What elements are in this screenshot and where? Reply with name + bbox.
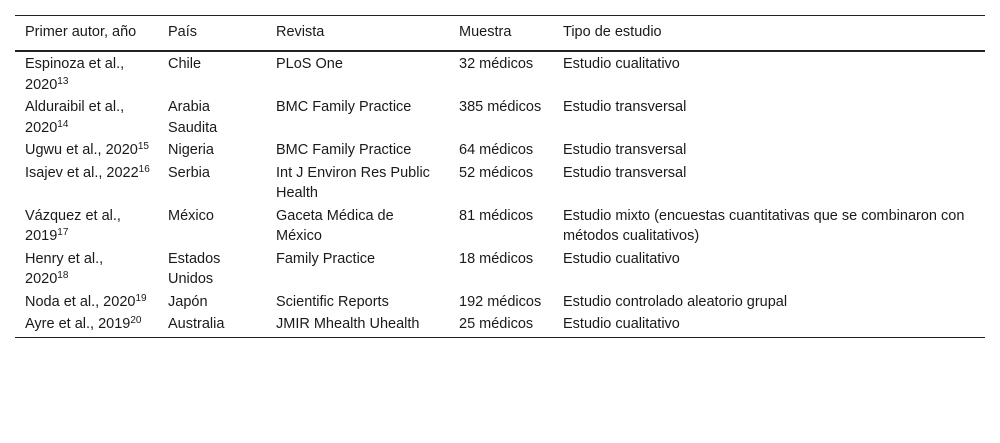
reference-number: 16 xyxy=(138,163,150,175)
reference-number: 18 xyxy=(57,270,69,281)
header-country: País xyxy=(158,16,266,52)
table-row xyxy=(15,139,985,162)
author-text: Isajev et al., 2022 xyxy=(25,164,139,181)
header-study-type: Tipo de estudio xyxy=(553,16,985,52)
author-text: Noda et al., 2020 xyxy=(25,293,136,310)
cell-country: Australia xyxy=(158,313,266,337)
cell-study-type: Estudio transversal xyxy=(563,142,687,158)
reference-number: 19 xyxy=(135,292,147,304)
author-text: Henry et al., 2020 xyxy=(25,250,104,287)
cell-sample: 64 médicos xyxy=(459,142,534,158)
cell-journal: Scientific Reports xyxy=(276,293,389,310)
studies-table xyxy=(15,15,985,338)
cell-sample: 25 médicos xyxy=(449,313,553,337)
cell-country: México xyxy=(168,207,214,224)
author-text: Vázquez et al., 2019 xyxy=(25,207,121,244)
cell-author xyxy=(15,139,158,162)
cell-study-type: Estudio cualitativo xyxy=(553,313,985,337)
table-row xyxy=(15,313,985,337)
table-row xyxy=(15,205,985,248)
cell-sample: 18 médicos xyxy=(459,250,534,267)
cell-country: Nigeria xyxy=(168,142,214,158)
table-row xyxy=(15,51,985,96)
cell-sample: 32 médicos xyxy=(459,56,534,72)
cell-author xyxy=(15,313,158,337)
cell-journal: PLoS One xyxy=(276,56,343,72)
cell-author xyxy=(15,205,158,248)
cell-study-type: Estudio transversal xyxy=(563,164,687,181)
reference-number: 15 xyxy=(137,141,149,152)
cell-journal: Int J Environ Res Public Health xyxy=(276,164,430,201)
table-row xyxy=(15,291,985,314)
cell-journal: Family Practice xyxy=(276,250,376,267)
cell-country: Estados Unidos xyxy=(168,250,221,287)
cell-journal: Gaceta Médica de México xyxy=(276,207,394,244)
table-row xyxy=(15,96,985,139)
cell-sample: 81 médicos xyxy=(459,207,534,224)
reference-number: 14 xyxy=(57,118,69,130)
author-text: Ugwu et al., 2020 xyxy=(25,142,138,158)
cell-study-type: Estudio mixto (encuestas cuantitativas que se combinaron con métodos cualitativos) xyxy=(563,207,965,244)
cell-author xyxy=(15,162,158,205)
cell-journal: JMIR Mhealth Uhealth xyxy=(266,313,449,337)
studies-table-container xyxy=(15,15,985,338)
reference-number: 13 xyxy=(57,75,69,87)
table-body xyxy=(15,51,985,337)
cell-study-type: Estudio transversal xyxy=(563,99,687,115)
reference-number: 20 xyxy=(130,315,142,326)
cell-author xyxy=(15,248,158,291)
cell-country: Serbia xyxy=(168,164,210,181)
cell-study-type: Estudio cualitativo xyxy=(563,56,680,72)
cell-country: Chile xyxy=(168,56,202,72)
cell-journal: BMC Family Practice xyxy=(276,142,412,158)
table-row xyxy=(15,248,985,291)
cell-study-type: Estudio cualitativo xyxy=(563,250,680,267)
cell-journal: BMC Family Practice xyxy=(276,99,412,115)
cell-author xyxy=(15,96,158,139)
cell-sample: 52 médicos xyxy=(459,164,534,181)
author-text: Espinoza et al., 2020 xyxy=(25,56,125,93)
header-journal: Revista xyxy=(266,16,449,52)
header-author: Primer autor, año xyxy=(15,16,158,52)
table-header-row xyxy=(15,16,985,52)
cell-sample: 385 médicos xyxy=(459,99,542,115)
author-text: Ayre et al., 2019 xyxy=(25,316,131,332)
cell-country: Japón xyxy=(168,293,208,310)
cell-author xyxy=(15,51,158,96)
author-text: Alduraibil et al., 2020 xyxy=(25,99,125,136)
header-sample: Muestra xyxy=(449,16,553,52)
cell-author xyxy=(15,291,158,314)
cell-study-type: Estudio controlado aleatorio grupal xyxy=(563,293,788,310)
cell-country: Arabia Saudita xyxy=(168,99,218,136)
reference-number: 17 xyxy=(57,227,69,238)
cell-sample: 192 médicos xyxy=(459,293,542,310)
table-row xyxy=(15,162,985,205)
